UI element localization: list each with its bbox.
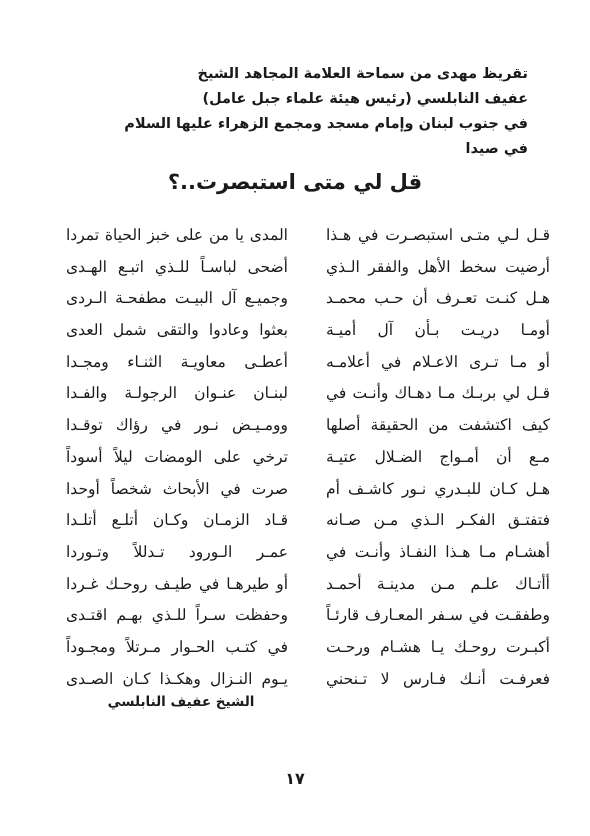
poem-right-column [326, 220, 550, 695]
verse-second-half: صرت في الأبحاث شخصاً أوحدا [66, 479, 288, 498]
verse-second-half: عمـر الـورود تـدللاً وتـوردا [66, 542, 288, 561]
poem-signature: الشيخ عفيف النابلسي [107, 694, 255, 710]
header-line: في جنوب لبنان وإمام مسجد ومجمع الزهراء عليها السلام [124, 116, 528, 132]
verse-second-half: أضحى لباسـاً للـذي اتبـع الهـدى [66, 257, 288, 276]
poem-title: قل لي متى استبصرت..؟ [167, 170, 423, 194]
page-number: ١٧ [285, 769, 305, 788]
verse-second-half: المدى يا من على خبز الحياة تمردا [66, 226, 288, 244]
verse-second-half: بعثوا وعادوا والتقى شمل العدى [66, 321, 288, 340]
verse-first-half: مـع أن أمـواج الضـلال عتيـة [326, 447, 550, 466]
verse-first-half: فعرفـت أنـك فـارس لا تـنحني [326, 669, 550, 688]
verse-second-half: يـوم النـزال وهكـذا كـان الصـدى [66, 669, 288, 688]
poem-left-column [66, 220, 288, 695]
header-line: تقريظ مهدى من سماحة العلامة المجاهد الشيخ [197, 66, 528, 82]
verse-first-half: فتفتـق الفكـر الـذي مـن صـانه [326, 511, 550, 530]
verse-first-half: أرضيت سخط الأهل والفقر الـذي [326, 257, 550, 276]
dedication-header [68, 62, 528, 162]
header-line: عفيف النابلسي (رئيس هيئة علماء جبل عامل) [202, 91, 528, 107]
verse-second-half: لبنـان عنـوان الرجولـة والفـدا [66, 384, 288, 403]
verse-first-half: قـل لي بربـك مـا دهـاك وأنـت في [326, 384, 550, 403]
verse-second-half: أعطـى معاويـة الثنـاء ومجـدا [66, 352, 288, 371]
verse-first-half: وطفقـت في سـفر المعـارف قارئـاً [326, 606, 550, 625]
verse-first-half: أهشـام مـا هـذا النفـاذ وأنـت في [326, 542, 550, 561]
verse-first-half: قـل لـي متـى استبصـرت في هـذا [326, 226, 550, 244]
verse-first-half: أكبـرت روحـك يـا هشـام ورحـت [326, 637, 550, 656]
verse-first-half: هـل كنـت تعـرف أن حـب محمـد [326, 289, 550, 308]
verse-second-half: وحفظت سـراً للـذي بهـم اقتـدى [66, 606, 288, 625]
verse-first-half: أو مـا تـرى الاعـلام في أعلامـه [326, 352, 550, 371]
verse-first-half: أأتـاك علـم مـن مدينـة أحمـد [326, 574, 550, 593]
verse-second-half: وجميـع آل البيـت مطفحـة الـردى [66, 289, 288, 308]
verse-second-half: في كتـب الحـوار مـرتلاً ومجـوداً [66, 637, 288, 656]
verse-second-half: أو طيرهـا في طيـف روحـك غـردا [66, 574, 288, 593]
verse-first-half: هـل كـان للبـدري نـور كاشـف أم [326, 479, 550, 498]
verse-second-half: ترخي على الومضات ليلاً أسوداً [66, 447, 288, 466]
verse-first-half: كيف اكتشفت من الحقيقة أصلها [326, 416, 550, 435]
verse-second-half: قـاد الزمـان وكـان أتلـع أتلـدا [66, 511, 288, 530]
verse-first-half: أومـا دريـت بـأن آل أميـة [326, 321, 550, 340]
header-line: في صيدا [465, 141, 528, 157]
verse-second-half: وومـيـض نـور في رؤاك توقـدا [66, 416, 288, 435]
